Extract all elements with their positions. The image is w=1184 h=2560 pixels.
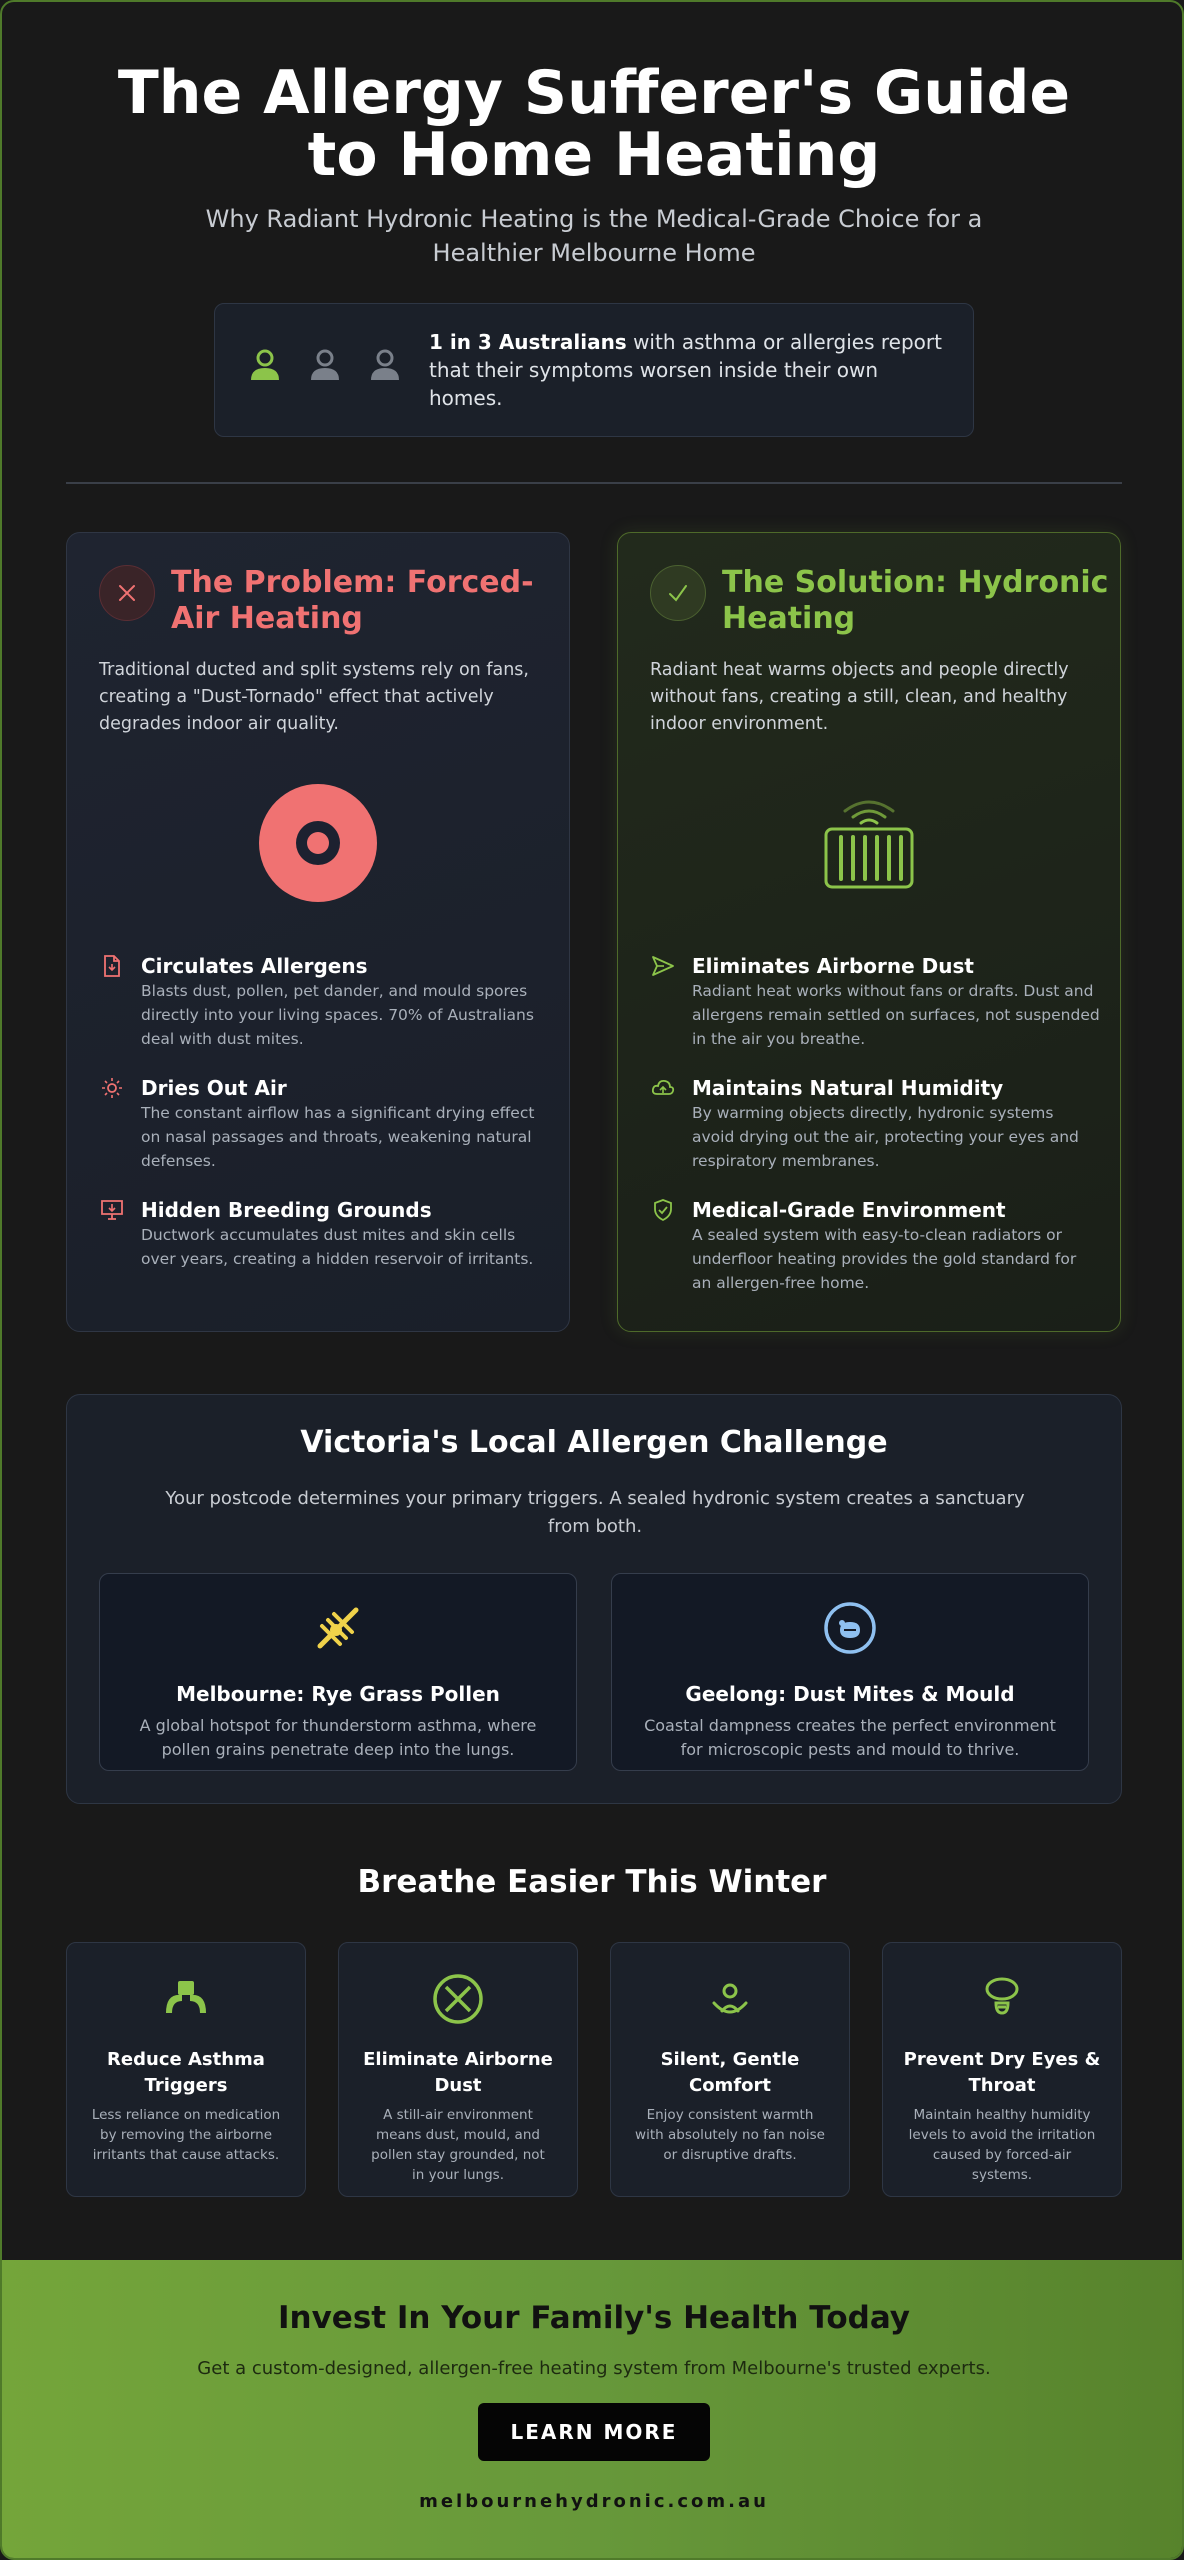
sun-icon xyxy=(99,1075,125,1101)
radiator-icon xyxy=(809,783,929,903)
header xyxy=(2,58,1184,270)
person-icon xyxy=(365,346,405,386)
benefit-desc: Enjoy consistent warmth with absolutely no fan noise or disruptive drafts. xyxy=(635,2107,825,2163)
statistic-text xyxy=(429,328,949,412)
problem-title: The Problem: Forced-Air Heating xyxy=(171,565,534,636)
feature-title: Medical-Grade Environment xyxy=(692,1198,1006,1222)
feature-item xyxy=(99,953,549,1051)
droplet-icon xyxy=(976,1973,1028,2025)
feature-desc: Ductwork accumulates dust mites and skin cells over years, creating a hidden reservoir of irritants. xyxy=(141,1226,534,1268)
solution-description: Radiant heat warms objects and people directly without fans, creating a still, clean, and healthy indoor environment. xyxy=(650,660,1069,734)
cta-section xyxy=(2,2260,1184,2560)
section-description: Your postcode determines your primary triggers. A sealed hydronic system creates a sanctuary from both. xyxy=(165,1488,1025,1537)
cta-description: Get a custom-designed, allergen-free heating system from Melbourne's trusted experts. xyxy=(197,2358,991,2379)
feature-desc: The constant airflow has a significant drying effect on nasal passages and throats, weakening natural defenses. xyxy=(141,1104,535,1170)
feature-desc: By warming objects directly, hydronic systems avoid drying out the air, protecting your eyes and respiratory membranes. xyxy=(692,1104,1079,1170)
statistic-banner xyxy=(214,303,974,437)
region-card-melbourne xyxy=(99,1573,577,1771)
local-allergen-section xyxy=(66,1394,1122,1804)
benefit-card xyxy=(610,1942,850,2197)
solution-title: The Solution: Hydronic Heating xyxy=(722,565,1109,636)
people-icons xyxy=(245,346,405,386)
divider xyxy=(66,482,1122,484)
feature-item xyxy=(99,1075,549,1173)
region-card-geelong xyxy=(611,1573,1089,1771)
statistic-highlight: 1 in 3 Australians xyxy=(429,330,627,354)
feature-item xyxy=(650,953,1100,1051)
benefit-desc: A still-air environment means dust, mould, and pollen stay grounded, not in your lungs. xyxy=(371,2107,545,2183)
page-subtitle: Why Radiant Hydronic Heating is the Medical-Grade Choice for a Healthier Melbourne Home xyxy=(205,205,983,267)
x-icon xyxy=(99,565,155,621)
feature-item xyxy=(650,1197,1100,1295)
circle-x-icon xyxy=(432,1973,484,2025)
feature-desc: A sealed system with easy-to-clean radiators or underfloor heating provides the gold standard for an allergen-free home. xyxy=(692,1226,1077,1292)
page-title: The Allergy Sufferer's Guide to Home Heating xyxy=(117,58,1071,190)
statistic-body: with asthma or allergies report that their symptoms worsen inside their own homes. xyxy=(429,330,942,410)
shield-check-icon xyxy=(650,1197,676,1223)
feature-title: Maintains Natural Humidity xyxy=(692,1076,1004,1100)
feature-title: Eliminates Airborne Dust xyxy=(692,954,974,978)
mite-icon xyxy=(822,1600,878,1656)
benefit-card xyxy=(66,1942,306,2197)
problem-description: Traditional ducted and split systems rely on fans, creating a "Dust-Tornado" effect that actively degrades indoor air quality. xyxy=(99,660,529,734)
feature-title: Circulates Allergens xyxy=(141,954,368,978)
problem-card xyxy=(66,532,570,1332)
fan-icon xyxy=(258,783,378,903)
check-icon xyxy=(650,565,706,621)
benefit-title: Reduce Asthma Triggers xyxy=(107,2049,265,2096)
feature-title: Dries Out Air xyxy=(141,1076,287,1100)
region-title: Geelong: Dust Mites & Mould xyxy=(685,1682,1015,1706)
website-link[interactable]: melbournehydronic.com.au xyxy=(419,2491,769,2512)
feature-item xyxy=(99,1197,549,1271)
feature-desc: Blasts dust, pollen, pet dander, and mould spores directly into your living spaces. 70% of Australians deal with dust mites. xyxy=(141,982,534,1048)
benefit-title: Silent, Gentle Comfort xyxy=(660,2049,800,2096)
send-icon xyxy=(650,953,676,979)
cloud-upload-icon xyxy=(650,1075,676,1101)
benefit-desc: Less reliance on medication by removing the airborne irritants that cause attacks. xyxy=(91,2107,281,2163)
benefit-title: Prevent Dry Eyes & Throat xyxy=(903,2049,1101,2096)
benefit-desc: Maintain healthy humidity levels to avoid the irritation caused by forced-air systems. xyxy=(908,2107,1096,2183)
feature-item xyxy=(650,1075,1100,1173)
benefit-title: Eliminate Airborne Dust xyxy=(363,2049,553,2096)
benefits-title: Breathe Easier This Winter xyxy=(357,1864,827,1900)
solution-card xyxy=(617,532,1121,1332)
person-icon xyxy=(305,346,345,386)
section-title: Victoria's Local Allergen Challenge xyxy=(300,1425,888,1460)
cta-title: Invest In Your Family's Health Today xyxy=(277,2300,910,2336)
feature-title: Hidden Breeding Grounds xyxy=(141,1198,432,1222)
monitor-down-icon xyxy=(99,1197,125,1223)
lungs-icon xyxy=(160,1973,212,2025)
person-calm-icon xyxy=(704,1973,756,2025)
person-icon xyxy=(245,346,285,386)
region-desc: Coastal dampness creates the perfect environment for microscopic pests and mould to thrive. xyxy=(644,1716,1056,1759)
learn-more-button[interactable]: LEARN MORE xyxy=(478,2403,710,2461)
benefit-card xyxy=(338,1942,578,2197)
file-alert-icon xyxy=(99,953,125,979)
feature-desc: Radiant heat works without fans or drafts. Dust and allergens remain settled on surfaces, not suspended in the air you breathe. xyxy=(692,982,1100,1048)
pollen-icon xyxy=(310,1600,366,1656)
region-title: Melbourne: Rye Grass Pollen xyxy=(176,1682,500,1706)
benefit-card xyxy=(882,1942,1122,2197)
region-desc: A global hotspot for thunderstorm asthma, where pollen grains penetrate deep into the lungs. xyxy=(139,1716,537,1759)
